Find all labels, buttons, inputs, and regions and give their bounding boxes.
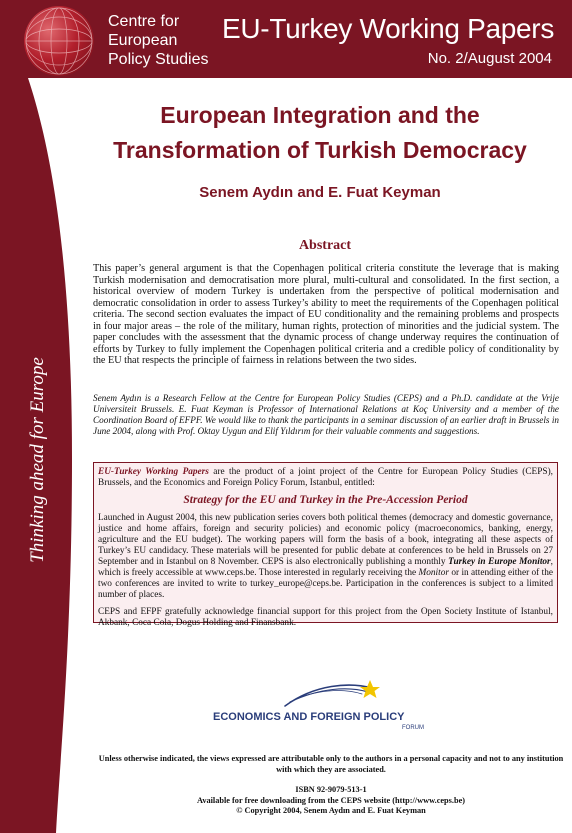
ceps-globe-logo: [24, 6, 94, 76]
author-note: Senem Aydın is a Research Fellow at the Centre for European Policy Studies (CEPS) and a Ph.D. candidate at the Vrije Universiteit Brussels. E. Fuat Keyman is Professor of International Relations at Koç University and a member of the Coordination Board of EFPF. We would like to thank the participants in a seminar discussion of an earlier draft in Brussels in June 2004, along with Prof. Oktay Uygun and Elif Yıldırım for their valuable comments and suggestions.: [93, 393, 559, 436]
abstract-body: This paper’s general argument is that the Copenhagen political criteria constitute the leverage that is making Turkish modernisation and democratisation more plural, multi-cultural and consolidated. In the first section, a historical overview of modern Turkey is undertaken from the perspective of political modernisation and democratic consolidation in order to assess Turkey’s ability to meet the requirements of the Copenhagen political criteria. The second section evaluates the impact of EU conditionality and the remaining problems and prospects in four major areas – the role of the military, human rights, protection of minorities and the judicial system. The paper concludes with the assessment that the dynamic process of change underway requires the continuation of efforts by Turkey to fully implement the Copenhagen political criteria and a credible policy of conditionality by the EU that respects the principle of fairness in relations between the two sides.: [93, 263, 559, 366]
monitor-name-italic: Monitor: [418, 568, 449, 578]
project-info-box: [93, 462, 558, 628]
project-strategy-title: Strategy for the EU and Turkey in the Pre-Accession Period: [183, 494, 468, 506]
ceps-name: [108, 12, 209, 69]
project-intro-text: are the product of a joint project of the Centre for European Policy Studies (CEPS), Brussels, and the Economics and Foreign Policy Forum, Istanbul, entitled:: [98, 467, 553, 488]
series-name-emphasis: EU-Turkey Working Papers: [98, 467, 209, 477]
paper-authors: Senem Aydın and E. Fuat Keyman: [199, 184, 441, 201]
publication-footer: [98, 785, 564, 817]
disclaimer: Unless otherwise indicated, the views expressed are attributable only to the authors in a personal capacity and not to any institution with which they are associated.: [98, 754, 564, 774]
header-banner: [0, 0, 572, 78]
ceps-name-line: European: [108, 32, 178, 49]
series-number: No. 2/August 2004: [427, 50, 552, 67]
copyright: © Copyright 2004, Senem Aydın and E. Fuat Keyman: [236, 806, 426, 815]
isbn: ISBN 92-9079-513-1: [295, 785, 367, 794]
project-intro: [98, 467, 553, 489]
sidebar-tagline: Thinking ahead for Europe: [27, 357, 48, 563]
project-description-text: or in attending either of the two conferences are invited to write to turkey_europe@ceps.be. Participation in the conferences is subject to a limited number of places.: [98, 568, 553, 600]
paper-title-line: Transformation of Turkish Democracy: [113, 137, 527, 163]
abstract-heading: Abstract: [298, 238, 352, 253]
series-title: EU-Turkey Working Papers: [222, 13, 555, 44]
ceps-name-line: Centre for: [108, 13, 180, 30]
efpf-forum: FORUM: [402, 725, 424, 731]
project-description-text: Launched in August 2004, this new publication series covers both political themes (democracy and domestic governance, justice and home affairs, foreign and security policies) and economic policy (macroeconomics, banking, energy, agriculture and the EU budget). The working papers will form the basis of a book, integrating all these aspects of Turkey’s EU candidacy. These materials will be presented for public debate at conferences to be held in Brussels on 27 September and in Istanbul on 8 November. CEPS is also electronically publishing a monthly: [98, 513, 553, 567]
project-description: [98, 513, 553, 601]
globe-grid-icon: [24, 6, 94, 76]
paper-title: [80, 98, 560, 168]
availability-note: Available for free downloading from the CEPS website (http://www.ceps.be): [196, 795, 466, 805]
ceps-name-line: Policy Studies: [108, 51, 209, 68]
efpf-name: ECONOMICS AND FOREIGN POLICY: [213, 711, 405, 723]
project-description-text: , which is freely accessible at www.ceps.be. Those interested in regularly receiving the: [98, 557, 553, 578]
paper-title-line: European Integration and the: [160, 102, 480, 128]
project-acknowledgement: CEPS and EFPF gratefully acknowledge financial support for this project from the Open Society Institute of Istanbul, Akbank, Coca Cola, Dogus Holding and Finansbank.: [98, 607, 553, 628]
monitor-name-emphasis: Turkey in Europe Monitor: [448, 557, 551, 567]
